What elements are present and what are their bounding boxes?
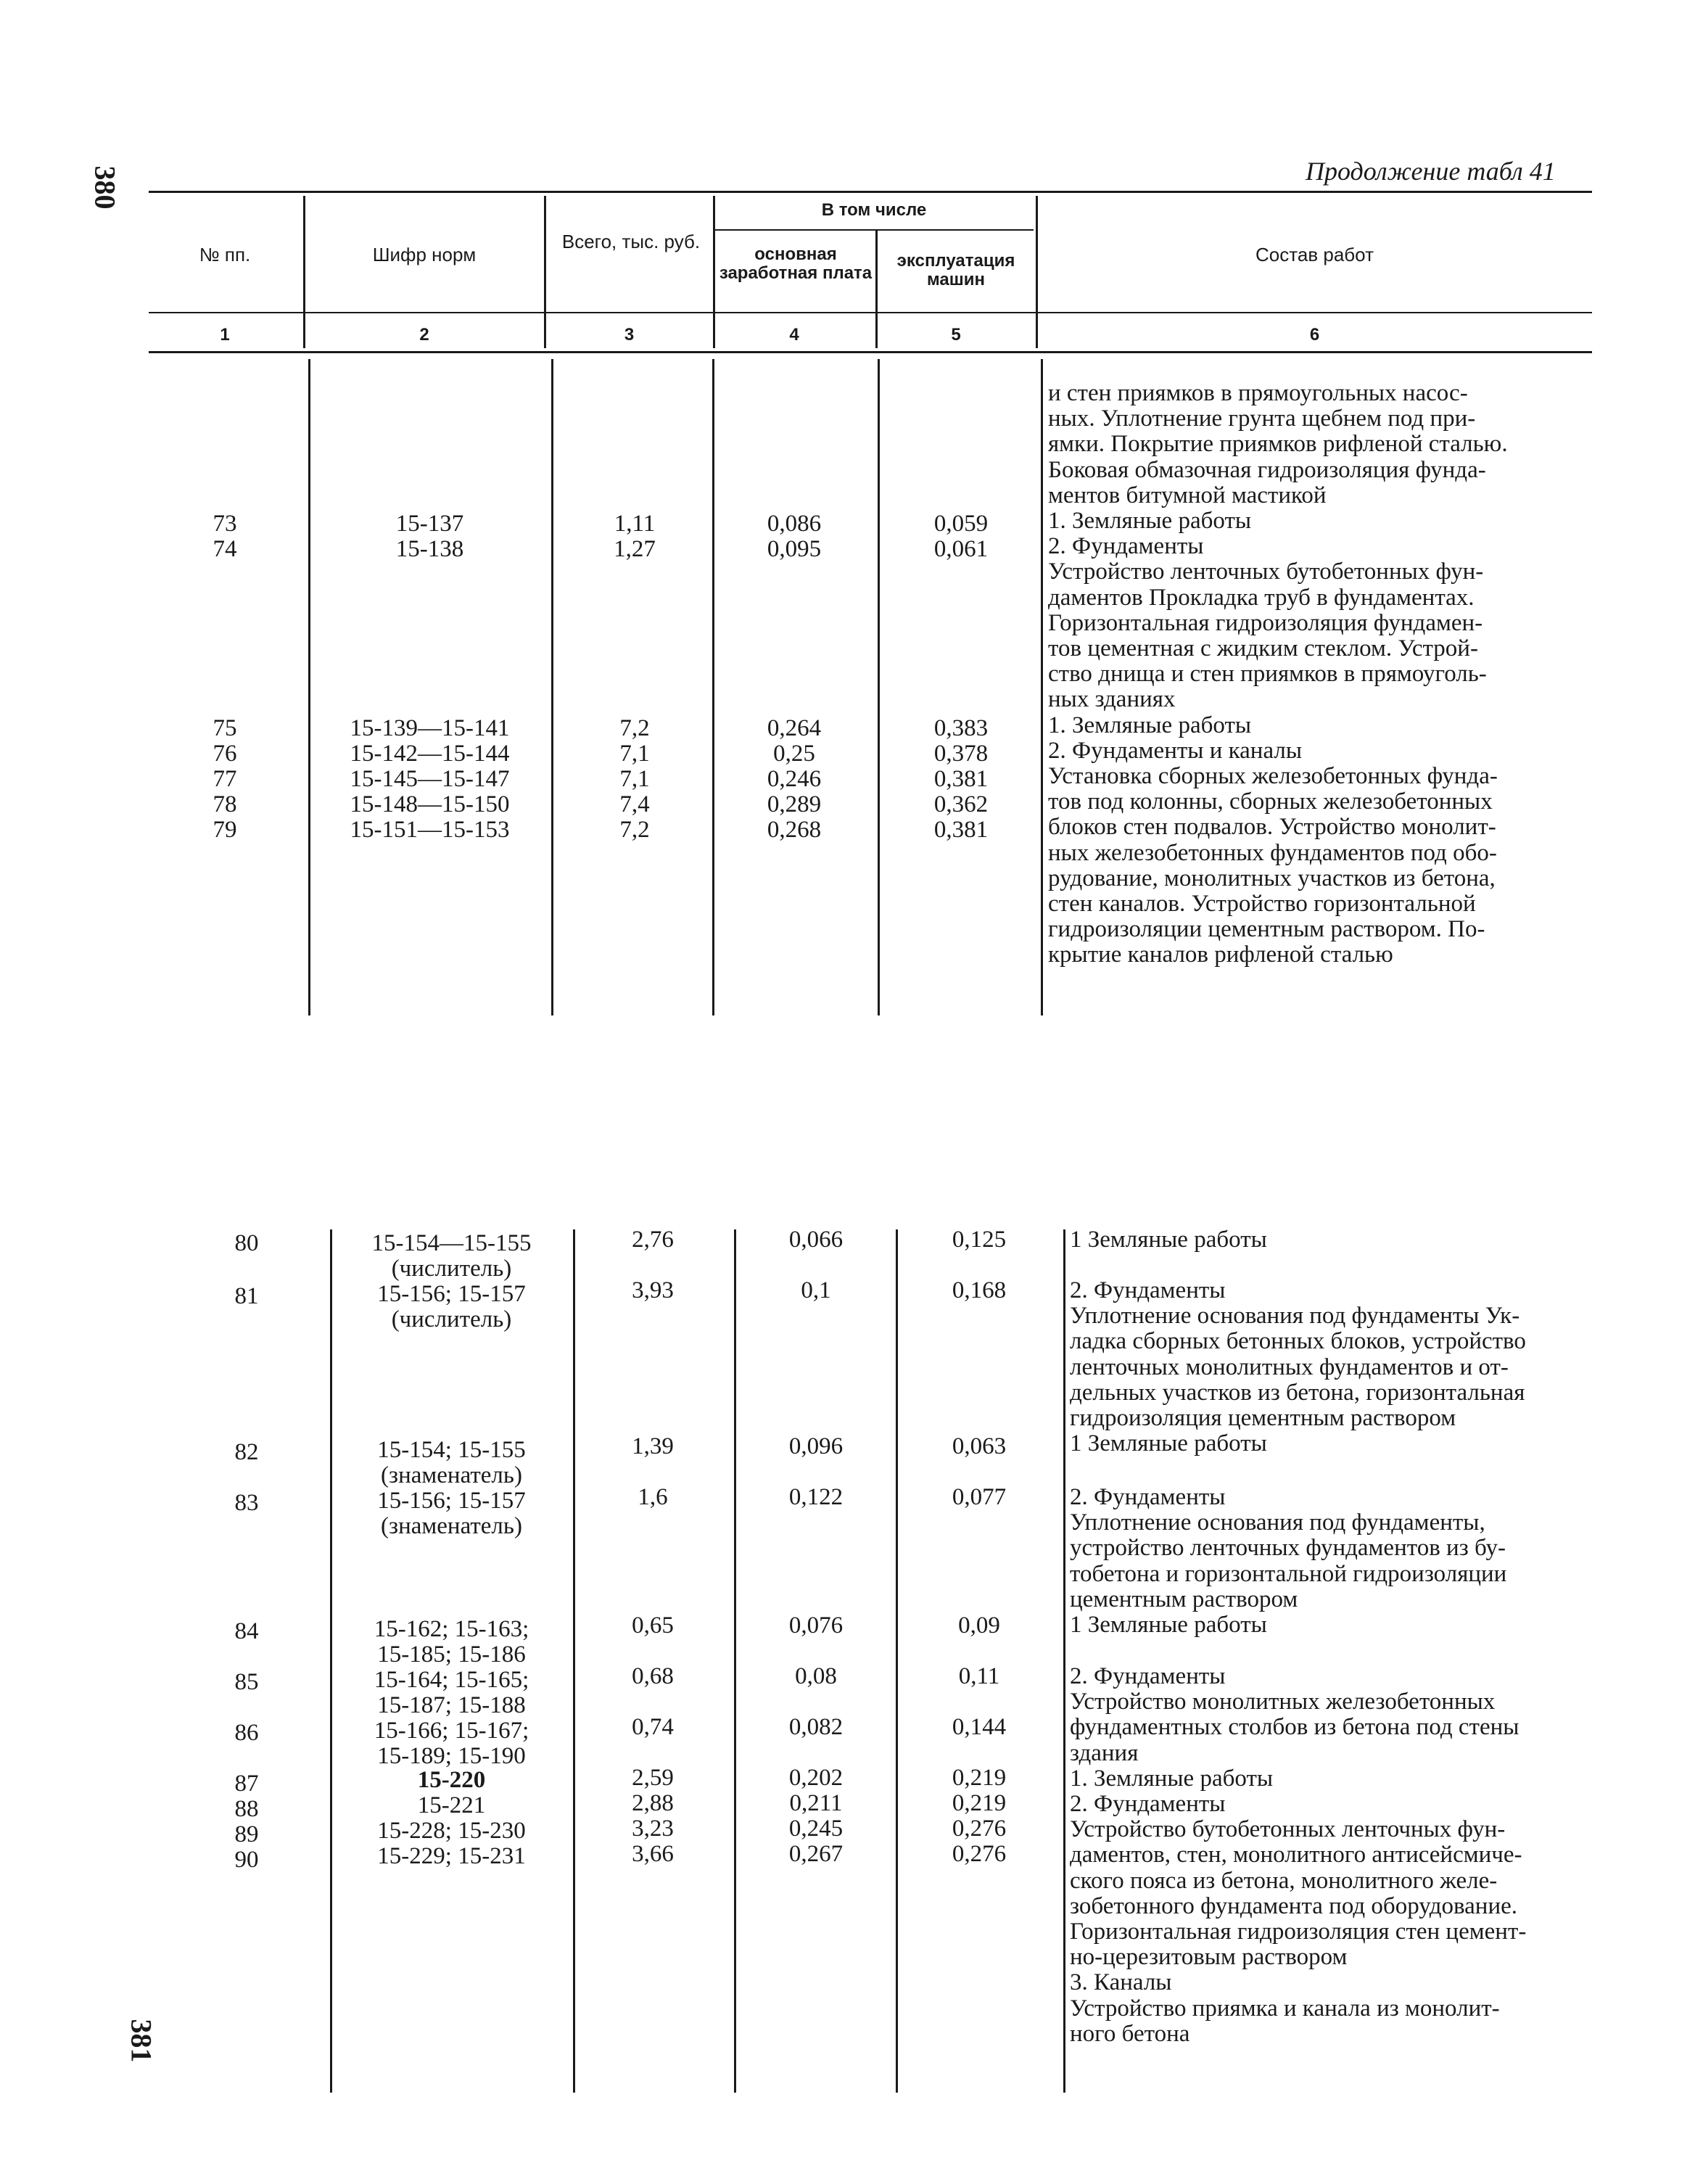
row-machines: 0,381 xyxy=(933,817,989,843)
section1-vline-4 xyxy=(878,359,880,1015)
desc-line: крытие каналов рифленой сталью xyxy=(1048,941,1393,968)
row-code: 15-137 xyxy=(395,511,464,537)
row-code-line: 15-187; 15-188 xyxy=(377,1692,526,1718)
page-number-top: 380 xyxy=(88,165,122,210)
desc-line: здания xyxy=(1070,1739,1139,1766)
desc-line: 2. Фундаменты и каналы xyxy=(1048,737,1303,764)
desc-line: Устройство монолитных железобетонных xyxy=(1070,1689,1496,1715)
desc-line: Установка сборных железобетонных фунда- xyxy=(1048,763,1498,790)
section1-vline-1 xyxy=(308,359,310,1015)
row-wage: 0,245 xyxy=(788,1816,844,1842)
row-wage: 0,1 xyxy=(801,1277,831,1303)
col-number: 2 xyxy=(419,325,429,345)
page-number-bottom: 381 xyxy=(125,2019,158,2063)
desc-line: 3. Каналы xyxy=(1070,1969,1172,1996)
desc-line: ского пояса из бетона, монолитного желе- xyxy=(1070,1867,1498,1894)
row-no: 85 xyxy=(234,1669,259,1695)
section1-description xyxy=(1048,381,1592,968)
row-no: 83 xyxy=(234,1490,259,1516)
desc-line: 2. Фундаменты xyxy=(1048,533,1204,560)
col-header-code: Шифр норм xyxy=(372,244,477,265)
row-no: 75 xyxy=(213,715,237,741)
section1-vline-3 xyxy=(712,359,714,1015)
row-total: 7,1 xyxy=(619,741,650,767)
desc-line: 1. Земляные работы xyxy=(1070,1765,1274,1792)
desc-line: ментов битумной мастикой xyxy=(1048,482,1327,508)
row-no: 73 xyxy=(213,511,237,537)
row-machines: 0,381 xyxy=(933,766,989,792)
col-header-no: № пп. xyxy=(199,244,251,265)
desc-line: Устройство ленточных бутобетонных фун- xyxy=(1048,559,1484,585)
row-total: 1,39 xyxy=(632,1433,674,1459)
desc-line: фундаментных столбов из бетона под стены xyxy=(1070,1714,1519,1741)
row-code-line: 15-154; 15-155 xyxy=(377,1437,526,1463)
row-wage: 0,095 xyxy=(767,536,822,562)
row-wage: 0,267 xyxy=(788,1841,844,1867)
row-code-line: 15-189; 15-190 xyxy=(377,1743,526,1769)
row-no: 78 xyxy=(213,791,237,817)
desc-line: ного бетона xyxy=(1070,2020,1190,2047)
row-total: 0,65 xyxy=(632,1612,674,1639)
section2-vline-1 xyxy=(330,1229,332,2093)
row-machines: 0,09 xyxy=(958,1612,1000,1639)
row-total: 7,4 xyxy=(619,791,650,817)
row-total: 7,2 xyxy=(619,715,650,741)
row-machines: 0,383 xyxy=(933,715,989,741)
row-code: 15-151—15-153 xyxy=(350,817,510,843)
row-wage: 0,289 xyxy=(767,791,822,817)
row-code: 15-221 xyxy=(417,1792,486,1818)
row-code: 15-228; 15-230 xyxy=(377,1818,526,1844)
row-wage: 0,066 xyxy=(788,1227,844,1253)
row-total: 1,11 xyxy=(614,511,656,537)
row-code xyxy=(334,1231,569,1282)
section2-vline-5 xyxy=(1063,1229,1065,2093)
header-top-rule xyxy=(149,191,1592,193)
row-no: 76 xyxy=(213,741,237,767)
row-code-line: 15-154—15-155 xyxy=(371,1230,532,1256)
row-total: 7,1 xyxy=(619,766,650,792)
col-header-wage: основная заработная плата xyxy=(719,244,873,283)
row-no: 87 xyxy=(234,1771,259,1797)
row-wage: 0,086 xyxy=(767,511,822,537)
continuation-title: Продолжение табл 41 xyxy=(1306,157,1556,186)
row-machines: 0,125 xyxy=(952,1227,1007,1253)
row-no: 81 xyxy=(234,1283,259,1309)
row-total: 1,6 xyxy=(638,1484,668,1510)
desc-line: устройство ленточных фундаментов из бу- xyxy=(1070,1535,1506,1562)
desc-line: ленточных монолитных фундаментов и от- xyxy=(1070,1353,1509,1380)
row-code xyxy=(334,1488,569,1539)
desc-line: тов цементная с жидким стеклом. Устрой- xyxy=(1048,635,1478,662)
row-no: 80 xyxy=(234,1230,259,1256)
desc-line: Уплотнение основания под фундаменты, xyxy=(1070,1509,1485,1536)
col-header-group: В том числе xyxy=(821,200,927,220)
row-code-line: (числитель) xyxy=(391,1256,512,1282)
row-wage: 0,211 xyxy=(789,1790,843,1816)
row-total: 2,76 xyxy=(632,1227,674,1253)
row-no: 86 xyxy=(234,1720,259,1746)
col-number: 5 xyxy=(951,325,961,345)
row-total: 1,27 xyxy=(614,536,656,562)
row-wage: 0,122 xyxy=(788,1484,844,1510)
row-wage: 0,264 xyxy=(767,715,822,741)
row-code xyxy=(334,1282,569,1332)
group-rule xyxy=(714,229,1034,231)
desc-line: дельных участков из бетона, горизонтальная xyxy=(1070,1379,1525,1406)
desc-line: 1 Земляные работы xyxy=(1070,1612,1267,1639)
row-code-line: 15-164; 15-165; xyxy=(374,1667,529,1693)
desc-line: зобетонного фундамента под оборудование. xyxy=(1070,1892,1518,1919)
desc-line: ных зданиях xyxy=(1048,686,1176,713)
desc-line: Устройство приямка и канала из монолит- xyxy=(1070,1995,1500,2022)
desc-line: 2. Фундаменты xyxy=(1070,1277,1226,1303)
row-no: 88 xyxy=(234,1796,259,1822)
desc-line: 1 Земляные работы xyxy=(1070,1430,1267,1457)
desc-line: блоков стен подвалов. Устройство монолит- xyxy=(1048,814,1496,841)
row-no: 74 xyxy=(213,536,237,562)
desc-block xyxy=(1070,1664,1592,2047)
row-code: 15-138 xyxy=(395,536,464,562)
desc-line: цементным раствором xyxy=(1070,1586,1298,1612)
row-total: 3,23 xyxy=(632,1816,674,1842)
header-vline-2 xyxy=(544,196,546,348)
row-total: 3,66 xyxy=(632,1841,674,1867)
row-machines: 0,219 xyxy=(952,1765,1007,1791)
row-code-line: (знаменатель) xyxy=(381,1462,522,1488)
desc-block xyxy=(1070,1278,1592,1456)
row-no: 79 xyxy=(213,817,237,843)
row-code xyxy=(334,1617,569,1668)
row-wage: 0,246 xyxy=(767,766,822,792)
desc-line: но-церезитовым раствором xyxy=(1070,1944,1348,1971)
col-header-total: Всего, тыс. руб. xyxy=(561,231,701,252)
desc-line: ных железобетонных фундаментов под обо- xyxy=(1048,839,1497,866)
desc-line: даментов Прокладка труб в фундаментах. xyxy=(1048,584,1475,611)
row-machines: 0,362 xyxy=(933,791,989,817)
row-code-line: 15-156; 15-157 xyxy=(377,1488,526,1514)
desc-line: стен каналов. Устройство горизонтальной xyxy=(1048,891,1476,918)
desc-line: 1. Земляные работы xyxy=(1048,712,1252,738)
section2-vline-2 xyxy=(573,1229,575,2093)
row-code-line: (знаменатель) xyxy=(381,1513,522,1539)
row-machines: 0,168 xyxy=(952,1277,1007,1303)
row-wage: 0,076 xyxy=(788,1612,844,1639)
row-code-line: 15-156; 15-157 xyxy=(377,1281,526,1307)
desc-line: даментов, стен, монолитного антисейсмиче- xyxy=(1070,1842,1522,1868)
desc-line: Горизонтальная гидроизоляция фундамен- xyxy=(1048,609,1483,636)
section1-vline-5 xyxy=(1041,359,1043,1015)
row-wage: 0,096 xyxy=(788,1433,844,1459)
row-code-line: 15-166; 15-167; xyxy=(374,1718,529,1744)
section2-vline-4 xyxy=(896,1229,898,2093)
desc-line: 2. Фундаменты xyxy=(1070,1484,1226,1510)
section1-vline-2 xyxy=(551,359,553,1015)
col-header-works: Состав работ xyxy=(1255,244,1374,265)
row-wage: 0,08 xyxy=(795,1663,837,1689)
desc-line: ямки. Покрытие приямков рифленой сталью. xyxy=(1048,431,1508,458)
row-total: 2,88 xyxy=(632,1790,674,1816)
row-total: 0,68 xyxy=(632,1663,674,1689)
desc-line: тобетона и горизонтальной гидроизоляции xyxy=(1070,1560,1507,1587)
desc-block xyxy=(1070,1485,1592,1638)
col-number: 6 xyxy=(1309,325,1320,345)
desc-line: Устройство бутобетонных ленточных фун- xyxy=(1070,1816,1506,1843)
desc-line: 2. Фундаменты xyxy=(1070,1791,1226,1818)
row-code: 15-139—15-141 xyxy=(350,715,510,741)
row-machines: 0,144 xyxy=(952,1714,1007,1740)
desc-line: Уплотнение основания под фундаменты Ук- xyxy=(1070,1303,1520,1330)
desc-line: гидроизоляция цементным раствором xyxy=(1070,1405,1456,1432)
desc-line: рудование, монолитных участков из бетона, xyxy=(1048,865,1496,891)
row-machines: 0,063 xyxy=(952,1433,1007,1459)
row-code xyxy=(334,1718,569,1769)
row-no: 90 xyxy=(234,1847,259,1873)
desc-line: 1. Земляные работы xyxy=(1048,508,1252,535)
header-mid-rule xyxy=(149,312,1592,313)
row-total: 2,59 xyxy=(632,1765,674,1791)
section2-vline-3 xyxy=(734,1229,736,2093)
row-code-line: 15-162; 15-163; xyxy=(374,1616,529,1642)
row-code: 15-220 xyxy=(417,1767,486,1793)
row-code: 15-145—15-147 xyxy=(350,766,510,792)
desc-line: ных. Уплотнение грунта щебнем под при- xyxy=(1048,405,1476,432)
row-code: 15-142—15-144 xyxy=(350,741,510,767)
col-number: 4 xyxy=(789,325,799,345)
desc-line: 2. Фундаменты xyxy=(1070,1663,1226,1689)
row-total: 3,93 xyxy=(632,1277,674,1303)
row-machines: 0,219 xyxy=(952,1790,1007,1816)
desc-line: гидроизоляции цементным раствором. По- xyxy=(1048,916,1485,943)
row-machines: 0,276 xyxy=(952,1816,1007,1842)
row-code xyxy=(334,1438,569,1488)
row-machines: 0,378 xyxy=(933,741,989,767)
desc-line: тов под колонны, сборных железобетонных xyxy=(1048,788,1493,815)
row-wage: 0,082 xyxy=(788,1714,844,1740)
row-wage: 0,202 xyxy=(788,1765,844,1791)
row-total: 0,74 xyxy=(632,1714,674,1740)
desc-line: и стен приямков в прямоугольных насос- xyxy=(1048,380,1468,406)
desc-line: ство днища и стен приямков в прямоуголь- xyxy=(1048,661,1487,688)
header-bottom-rule xyxy=(149,351,1592,353)
col-number: 3 xyxy=(624,325,635,345)
row-wage: 0,268 xyxy=(767,817,822,843)
row-code: 15-229; 15-231 xyxy=(377,1843,526,1869)
row-no: 84 xyxy=(234,1618,259,1644)
desc-line: Боковая обмазочная гидроизоляция фунда- xyxy=(1048,456,1486,483)
row-machines: 0,061 xyxy=(933,536,989,562)
row-machines: 0,059 xyxy=(933,511,989,537)
row-wage: 0,25 xyxy=(773,741,815,767)
row-no: 77 xyxy=(213,766,237,792)
row-code-line: (числитель) xyxy=(391,1306,512,1332)
col-header-machines: эксплуатация машин xyxy=(896,251,1015,289)
desc-line: 1 Земляные работы xyxy=(1070,1227,1267,1253)
row-machines: 0,077 xyxy=(952,1484,1007,1510)
row-code-line: 15-185; 15-186 xyxy=(377,1641,526,1668)
row-code xyxy=(334,1668,569,1718)
desc-line: ладка сборных бетонных блоков, устройство xyxy=(1070,1328,1526,1355)
row-code: 15-148—15-150 xyxy=(350,791,510,817)
col-number: 1 xyxy=(220,325,230,345)
row-no: 89 xyxy=(234,1821,259,1847)
row-total: 7,2 xyxy=(619,817,650,843)
row-machines: 0,11 xyxy=(958,1663,1000,1689)
row-machines: 0,276 xyxy=(952,1841,1007,1867)
row-no: 82 xyxy=(234,1439,259,1465)
desc-line: Горизонтальная гидроизоляция стен цемент- xyxy=(1070,1919,1527,1945)
